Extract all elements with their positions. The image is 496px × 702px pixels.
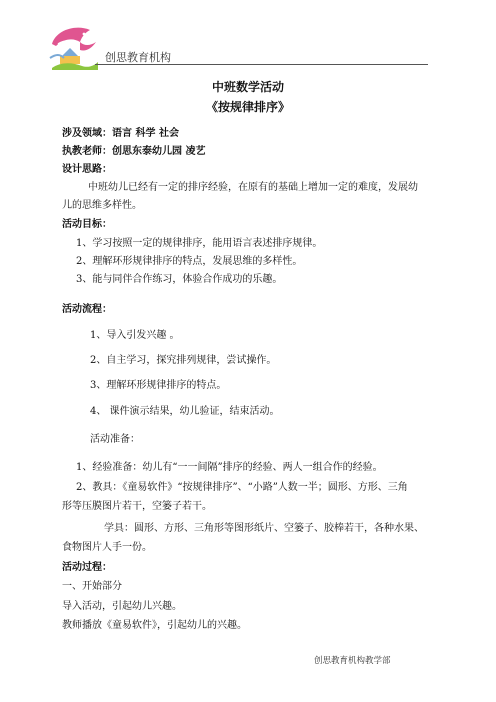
dolphin-logo-icon	[46, 22, 102, 72]
design-heading: 设计思路：	[62, 164, 112, 175]
prep-heading: 活动准备：	[90, 434, 140, 445]
process-section: 一、开始部分	[62, 581, 122, 592]
goal-item: 2、理解环形规律排序的特点，发展思维的多样性。	[76, 256, 303, 267]
process-text: 教师播放《童易软件》，引起幼儿的兴趣。	[62, 620, 247, 631]
flow-item: 1、导入引发兴趣 。	[90, 330, 180, 341]
doc-subtitle: 《按规律排序》	[205, 100, 290, 114]
doc-title: 中班数学活动	[211, 80, 284, 94]
prep-item: 学具：圆形、方形、三角形等图形纸片、空篓子、胶棒若干，各种水果、	[104, 523, 424, 534]
footer-text: 创思教育机构教学部	[314, 656, 391, 666]
process-heading: 活动过程：	[62, 562, 112, 573]
teacher-line: 执教老师：创思东泰幼儿园 凌艺	[62, 146, 206, 157]
goals-heading: 活动目标：	[62, 219, 112, 230]
domain-line: 涉及领域：语言 科学 社会	[62, 128, 179, 139]
design-text: 中班幼儿已经有一定的排序经验，在原有的基础上增加一定的难度，发展幼	[88, 182, 418, 193]
process-text: 导入活动，引起幼儿兴趣。	[62, 601, 182, 612]
goal-item: 3、能与同伴合作练习，体验合作成功的乐趣。	[76, 274, 283, 285]
prep-item: 1、经验准备：幼儿有“一一间隔”排序的经验、两人一组合作的经验。	[76, 462, 383, 473]
flow-item: 4、 课件演示结果，幼儿验证，结束活动。	[90, 406, 280, 417]
flow-heading: 活动流程：	[62, 304, 112, 315]
org-name: 创思教育机构	[105, 51, 171, 64]
goal-item: 1、学习按照一定的规律排序，能用语言表述排序规律。	[76, 238, 323, 249]
prep-item: 2、教具：《童易软件》“按规律排序”、“小路”人数一半；圆形、方形、三角	[76, 482, 408, 493]
design-text-cont: 儿的思维多样性。	[62, 200, 142, 211]
flow-item: 3、理解环形规律排序的特点。	[90, 380, 227, 391]
prep-item-cont: 食物图片人手一份。	[62, 542, 152, 553]
prep-item-cont: 形等压膜图片若干，空篓子若干。	[62, 501, 212, 512]
flow-item: 2、自主学习，探究排列规律，尝试操作。	[90, 355, 277, 366]
header-divider	[95, 64, 428, 65]
